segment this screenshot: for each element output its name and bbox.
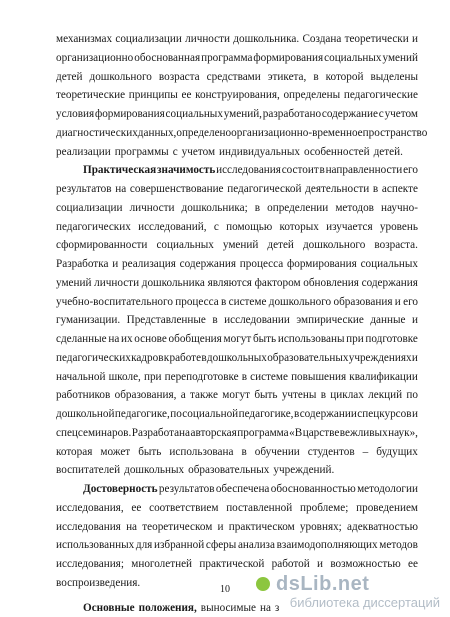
watermark-subtitle: библиотека диссертаций [289, 595, 440, 610]
paragraph-reliability-line: исследования, ее соответствием поставленной проблеме; проведением [56, 501, 418, 514]
watermark [240, 573, 440, 613]
paragraph-practical-line: спецсеминаров. Разработана авторская программа «В царстве вежливых наук», [56, 426, 418, 439]
paragraph-practical-line: работников образования, а также могут быть учтены в циклах лекций по [56, 389, 418, 402]
watermark-brand: dsLib.net [276, 572, 370, 595]
page-number: 10 [220, 584, 230, 595]
paragraph-intro-line: диагностических данных, определено организационно-временное пространство [56, 126, 428, 139]
paragraph-practical-line: воспитателей дошкольных образовательных учреждений. [56, 464, 335, 477]
paragraph-intro-line: детей дошкольного возраста средствами этикета, в которой выделены [56, 70, 418, 83]
paragraph-reliability-line: исследования на теоретическом и практическом уровнях; адекватностью [56, 520, 418, 533]
paragraph-practical-first-line: Практическая значимость исследования состоит в направленности его [83, 164, 418, 177]
paragraph-reliability-line: исследования; многолетней практической работой и возможностью ее [56, 558, 418, 570]
paragraph-intro-line: теоретические принципы ее конструирования, определены педагогические [56, 89, 418, 102]
paragraph-practical-line: социализации личности дошкольника; в определении методов научно- [56, 201, 418, 214]
paragraph-practical-line: педагогических исследований, с помощью которых изучается уровень [56, 220, 418, 233]
document-body [56, 30, 428, 617]
paragraph-intro-line: условия формирования социальных умений, разработано содержание с учетом [56, 108, 418, 120]
paragraph-reliability-first-line: Достоверность результатов обеспечена обоснованностью методологии [83, 483, 418, 495]
watermark-dot-icon [256, 577, 270, 591]
paragraph-reliability-line: воспроизведения. [56, 576, 141, 589]
paragraph-practical-line: которая может быть использована в обучении студентов – будущих [56, 445, 418, 458]
paragraph-intro-line: организационно обоснованная программа формирования социальных умений [56, 51, 418, 64]
paragraph-practical-line: Разработка и реализация содержания процесса формирования социальных [56, 258, 418, 270]
paragraph-practical-line: учебно-воспитательного процесса в системе дошкольного образования и его [56, 295, 418, 308]
paragraph-practical-line: дошкольной педагогике, по социальной педагогике, в содержании спецкурсов и [56, 408, 418, 420]
paragraph-practical-line: сформированности социальных умений детей дошкольного возраста. [56, 239, 418, 252]
paragraph-practical-line: гуманизации. Представленные в исследовании эмпирические данные и [56, 314, 418, 327]
paragraph-reliability-line: использованных для избранной сферы анализа взаимодополняющих методов [56, 539, 418, 552]
paragraph-main-points-line: Основные положения, выносимые на з [83, 601, 280, 614]
paragraph-practical-line: начальной школе, при переподготовке в системе повышения квалификации [56, 370, 418, 383]
paragraph-practical-line: результатов на совершенствование педагогической деятельности в аспекте [56, 183, 418, 195]
paragraph-practical-line: педагогических кадров к работе в дошкольных образовательных учреждениях и [56, 351, 418, 364]
paragraph-intro-line: реализации программы с учетом индивидуальных особенностей детей. [56, 145, 403, 158]
paragraph-practical-line: сделанные на их основе обобщения могут быть использованы при подготовке [56, 333, 418, 345]
paragraph-practical-line: умений личности дошкольника являются фактором обновления содержания [56, 276, 418, 289]
paragraph-intro-line: механизмах социализации личности дошкольника. Создана теоретически и [56, 33, 418, 45]
watermark-logo [256, 573, 431, 595]
